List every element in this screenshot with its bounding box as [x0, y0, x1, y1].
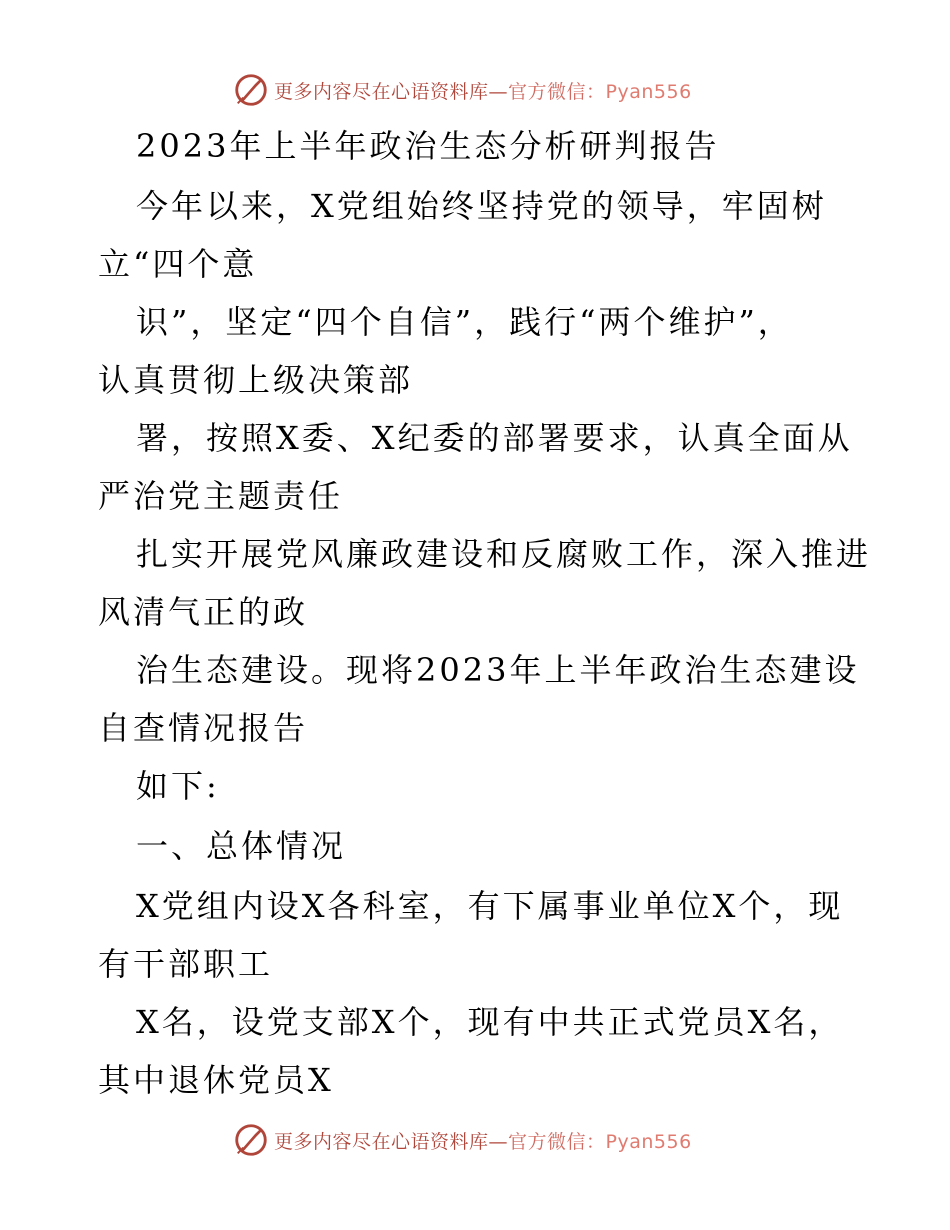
- watermark-wechat-id: Pyan556: [605, 80, 692, 103]
- watermark-wechat-id: Pyan556: [605, 1130, 692, 1153]
- paragraph-line: 识”，坚定“四个自信”，践行“两个维护”，: [136, 303, 793, 341]
- paragraph-line: 扎实开展党风廉政建设和反腐败工作，深入推进: [136, 535, 872, 573]
- watermark-text: [274, 77, 692, 104]
- paragraph-line: 如下:: [136, 767, 220, 805]
- paragraph-line: 有干部职工: [98, 945, 274, 983]
- quill-pen-logo-icon: [232, 71, 270, 109]
- header-watermark: [232, 70, 692, 110]
- watermark-dash: —: [488, 1130, 509, 1153]
- paragraph-line: 自查情况报告: [98, 709, 309, 747]
- paragraph-line: 立“四个意: [98, 245, 258, 283]
- paragraph-line: 严治党主题责任: [98, 477, 344, 515]
- watermark-dash: —: [488, 80, 509, 103]
- section-heading: 一、总体情况: [136, 827, 347, 865]
- watermark-brand: 更多内容尽在心语资料库: [274, 80, 489, 103]
- paragraph-line: 治生态建设。现将2023年上半年政治生态建设: [136, 651, 860, 689]
- paragraph-line: X党组内设X各科室，有下属事业单位X个，现: [136, 887, 844, 925]
- footer-watermark: [232, 1120, 692, 1160]
- watermark-brand: 更多内容尽在心语资料库: [274, 1130, 489, 1153]
- watermark-wechat-label: 官方微信：: [508, 80, 606, 103]
- paragraph-line: 其中退休党员X: [98, 1061, 334, 1099]
- paragraph-line: X名，设党支部X个，现有中共正式党员X名，: [136, 1003, 844, 1041]
- paragraph-line: 署，按照X委、X纪委的部署要求，认真全面从: [136, 419, 853, 457]
- paragraph-line: 今年以来，X党组始终坚持党的领导，牢固树: [136, 187, 827, 225]
- paragraph-line: 认真贯彻上级决策部: [98, 361, 414, 399]
- watermark-wechat-label: 官方微信：: [508, 1130, 606, 1153]
- document-title: 2023年上半年政治生态分析研判报告: [136, 127, 720, 165]
- watermark-text: [274, 1127, 692, 1154]
- quill-pen-logo-icon: [232, 1121, 270, 1159]
- paragraph-line: 风清气正的政: [98, 593, 309, 631]
